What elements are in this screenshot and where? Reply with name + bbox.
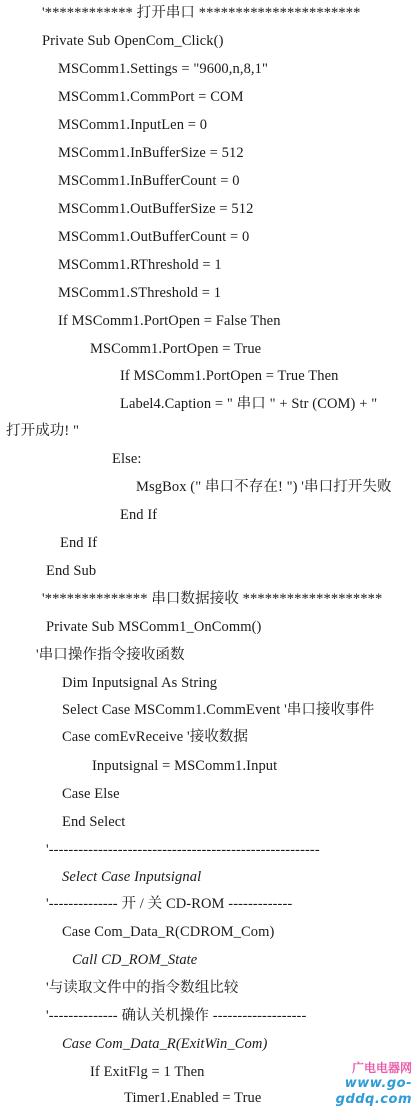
code-line: '************ 打开串口 **********************: [42, 5, 361, 21]
code-line: Call CD_ROM_State: [72, 952, 198, 968]
code-line: MSComm1.InputLen = 0: [58, 117, 208, 133]
code-line: MSComm1.InBufferSize = 512: [58, 145, 244, 161]
code-line: MSComm1.OutBufferSize = 512: [58, 201, 254, 217]
code-line: Dim Inputsignal As String: [62, 675, 218, 691]
code-line: Inputsignal = MSComm1.Input: [92, 758, 278, 774]
code-line: End Sub: [46, 563, 97, 579]
code-line: '与读取文件中的指令数组比较: [46, 980, 239, 996]
watermark-url: www.go-gddq.com: [335, 1076, 412, 1107]
code-line: Select Case MSComm1.CommEvent '串口接收事件: [62, 702, 375, 718]
code-line: '-------------- 开 / 关 CD-ROM -------------: [46, 896, 293, 912]
code-line: Else:: [112, 451, 142, 467]
watermark-site-name: 广电电器网: [351, 1061, 412, 1075]
code-line: Case Com_Data_R(CDROM_Com): [62, 924, 275, 940]
code-line: '-------------------------------------------------------: [46, 842, 320, 858]
code-line: MSComm1.RThreshold = 1: [58, 257, 222, 273]
code-line: Case Com_Data_R(ExitWin_Com): [62, 1036, 268, 1052]
code-line: MSComm1.Settings = "9600,n,8,1": [58, 61, 269, 77]
code-line: MSComm1.SThreshold = 1: [58, 285, 222, 301]
code-line: End If: [60, 535, 98, 551]
code-line: MSComm1.PortOpen = True: [90, 341, 262, 357]
code-line: '************** 串口数据接收 *******************: [42, 591, 383, 607]
code-line: If MSComm1.PortOpen = False Then: [58, 313, 281, 329]
code-line: Timer1.Enabled = True: [124, 1090, 262, 1106]
code-line: End If: [120, 507, 158, 523]
code-line: MSComm1.InBufferCount = 0: [58, 173, 240, 189]
code-line: End Select: [62, 814, 126, 830]
code-line: MsgBox (" 串口不存在! ") '串口打开失败: [136, 479, 392, 495]
code-line: Private Sub MSComm1_OnComm(): [46, 619, 262, 635]
code-line: '-------------- 确认关机操作 -------------------: [46, 1008, 307, 1024]
code-line: '串口操作指令接收函数: [36, 647, 185, 663]
code-line: MSComm1.OutBufferCount = 0: [58, 229, 250, 245]
code-line: If MSComm1.PortOpen = True Then: [120, 368, 339, 384]
code-line: MSComm1.CommPort = COM: [58, 89, 244, 105]
code-line: Label4.Caption = " 串口 " + Str (COM) + ": [120, 396, 378, 412]
code-line: Private Sub OpenCom_Click(): [42, 33, 224, 49]
code-line: If ExitFlg = 1 Then: [90, 1064, 205, 1080]
code-line: Case comEvReceive '接收数据: [62, 729, 249, 745]
code-line: Case Else: [62, 786, 120, 802]
site-watermark: [282, 1061, 412, 1108]
code-line: 打开成功! ": [6, 423, 80, 439]
code-line: Select Case Inputsignal: [62, 869, 202, 885]
